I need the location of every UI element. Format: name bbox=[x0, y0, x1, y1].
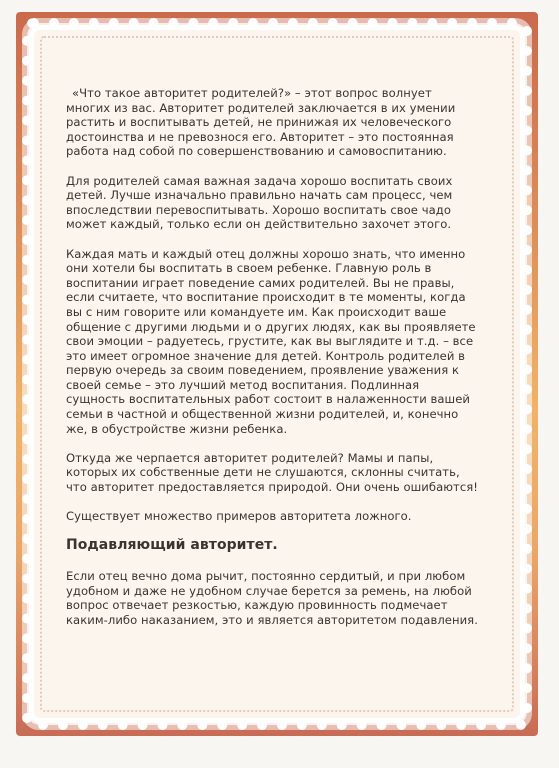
paragraph-source-of-authority: Откуда же черпается авторитет родителей? Мамы и папы, которых их собственные дети не слушаются, склонны считать, что авторитет предоставляется природой. Они очень ошибаются! bbox=[66, 450, 478, 495]
article-body bbox=[66, 86, 478, 642]
paragraph-parent-behavior: Каждая мать и каждый отец должны хорошо знать, что именно они хотели бы воспитать в своем ребенке. Главную роль в воспитании играет поведение самих родителей. Вы не правы, если считаете, что воспитание происходит в те моменты, когда вы с ним говорите или командуете им. Как происходит ваше общение с другими людьми и о других людях, как вы проявляете свои эмоции – радуетесь, грустите, как вы выглядите и т.д. – все это имеет огромное значение для детей. Контроль родителей в первую очередь за своим поведением, проявление уважения к своей семье – это лучший метод воспитания. Подлинная сущность воспитательных работ состоит в налаженности вашей семьи в частной и общественной жизни родителей, и, конечно же, в обустройстве жизни ребенка. bbox=[66, 246, 476, 436]
paragraph-main-task: Для родителей самая важная задача хорошо воспитать своих детей. Лучше изначально правильно начать сам процесс, чем впоследствии перевоспитывать. Хорошо воспитать свое чадо может каждый, только если он действительно захочет этого. bbox=[66, 173, 453, 232]
paragraph-suppressive-authority: Если отец вечно дома рычит, постоянно сердитый, и при любом удобном и даже не удобном случае берется за ремень, на любой вопрос отвечает резкостью, каждую провинность подмечает каким-либо наказанием, это и является авторитетом подавления. bbox=[66, 569, 478, 627]
paragraph-false-authority: Существует множество примеров авторитета ложного. bbox=[66, 509, 412, 524]
section-heading: Подавляющий авторитет. bbox=[66, 537, 278, 554]
paragraph-intro: «Что такое авторитет родителей?» – этот вопрос волнует многих из вас. Авторитет родителей заключается в их умении растить и воспитывать детей, не принижая их человеческого достоинства и не превознося его. Авторитет – это постоянная работа над собой по совершенствованию и самовоспитанию. bbox=[66, 86, 456, 159]
